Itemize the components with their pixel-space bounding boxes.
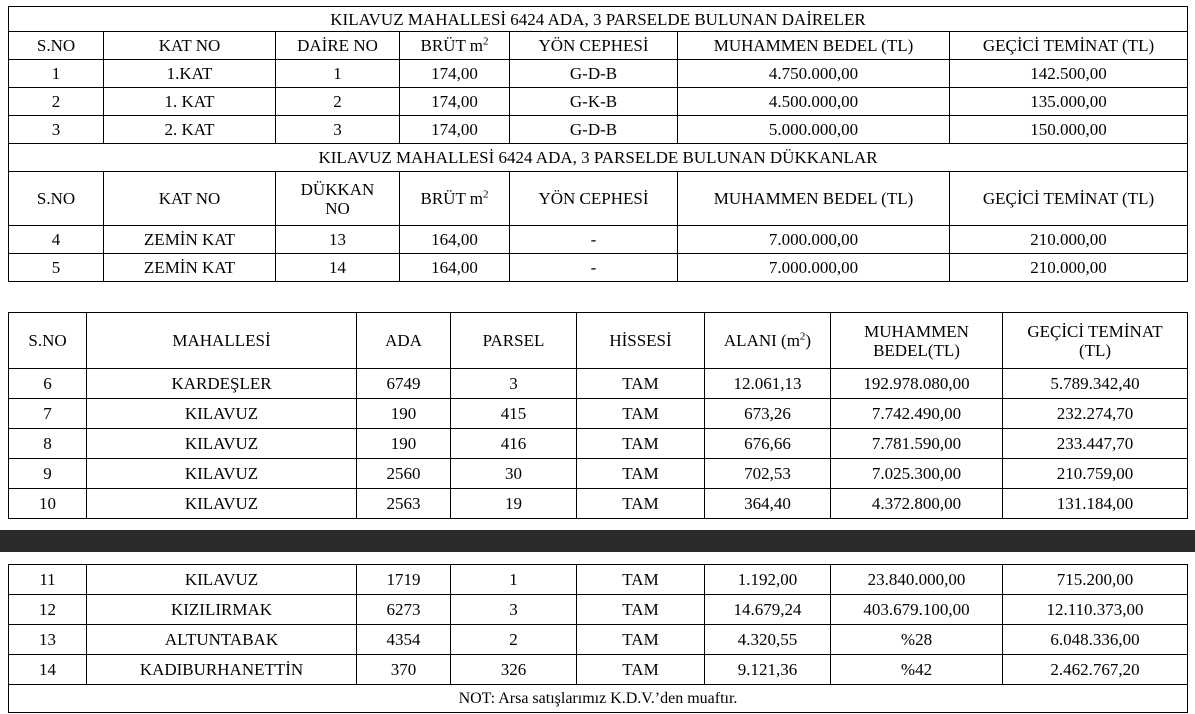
- cell: -: [510, 226, 678, 254]
- cell: TAM: [577, 459, 705, 489]
- cell: 174,00: [400, 60, 510, 88]
- cell: 6749: [357, 369, 451, 399]
- cell: 210.000,00: [950, 226, 1188, 254]
- table-row: [9, 116, 1188, 144]
- cell: TAM: [577, 489, 705, 519]
- header-muhammen: MUHAMMEN BEDEL (TL): [678, 172, 950, 226]
- footnote: NOT: Arsa satışlarımız K.D.V.’den muaftır.: [9, 685, 1188, 713]
- cell: 1.192,00: [705, 565, 831, 595]
- cell: 1.KAT: [104, 60, 276, 88]
- header-yon: YÖN CEPHESİ: [510, 172, 678, 226]
- land-parcels-table: [8, 312, 1188, 519]
- cell: 19: [451, 489, 577, 519]
- cell: 13: [9, 625, 87, 655]
- table-row: [9, 459, 1188, 489]
- cell: KILAVUZ: [87, 565, 357, 595]
- cell: 14: [9, 655, 87, 685]
- header-dukkan-no: DÜKKAN NO: [276, 172, 400, 226]
- cell: 190: [357, 429, 451, 459]
- header-muhammen: MUHAMMEN BEDEL (TL): [678, 32, 950, 60]
- cell: 4.750.000,00: [678, 60, 950, 88]
- cell: 6.048.336,00: [1003, 625, 1188, 655]
- cell: 12.061,13: [705, 369, 831, 399]
- cell: 370: [357, 655, 451, 685]
- cell: KILAVUZ: [87, 399, 357, 429]
- cell: 150.000,00: [950, 116, 1188, 144]
- cell: 3: [451, 595, 577, 625]
- cell: 14: [276, 254, 400, 282]
- cell: TAM: [577, 565, 705, 595]
- cell: 4354: [357, 625, 451, 655]
- table-row: [9, 625, 1188, 655]
- header-brut: BRÜT $m^2$: [400, 32, 510, 60]
- cell: 416: [451, 429, 577, 459]
- table-row: [9, 369, 1188, 399]
- cell: 2563: [357, 489, 451, 519]
- header-sno: S.NO: [9, 32, 104, 60]
- cell: 3: [451, 369, 577, 399]
- cell: 7.781.590,00: [831, 429, 1003, 459]
- cell: 174,00: [400, 88, 510, 116]
- cell: 403.679.100,00: [831, 595, 1003, 625]
- cell: 415: [451, 399, 577, 429]
- table-header-row: [9, 172, 1188, 226]
- cell: 233.447,70: [1003, 429, 1188, 459]
- header-ada: ADA: [357, 313, 451, 369]
- cell: TAM: [577, 625, 705, 655]
- cell: 6273: [357, 595, 451, 625]
- cell: KIZILIRMAK: [87, 595, 357, 625]
- section-title-dukkanlar: KILAVUZ MAHALLESİ 6424 ADA, 3 PARSELDE BULUNAN DÜKKANLAR: [9, 144, 1188, 172]
- cell: 702,53: [705, 459, 831, 489]
- cell: 9.121,36: [705, 655, 831, 685]
- cell: KILAVUZ: [87, 429, 357, 459]
- cell: 673,26: [705, 399, 831, 429]
- cell: 7: [9, 399, 87, 429]
- section-title-daireler: KILAVUZ MAHALLESİ 6424 ADA, 3 PARSELDE BULUNAN DAİRELER: [9, 7, 1188, 32]
- cell: 1. KAT: [104, 88, 276, 116]
- cell: 2: [9, 88, 104, 116]
- cell: ZEMİN KAT: [104, 254, 276, 282]
- cell: 135.000,00: [950, 88, 1188, 116]
- table-header-row: [9, 32, 1188, 60]
- cell: ALTUNTABAK: [87, 625, 357, 655]
- table-row: [9, 429, 1188, 459]
- header-gecici: GEÇİCİ TEMİNAT (TL): [950, 32, 1188, 60]
- cell: 1: [9, 60, 104, 88]
- table-row: [9, 88, 1188, 116]
- cell: 1: [451, 565, 577, 595]
- cell: 164,00: [400, 226, 510, 254]
- cell: %28: [831, 625, 1003, 655]
- cell: 192.978.080,00: [831, 369, 1003, 399]
- header-kat-no: KAT NO: [104, 172, 276, 226]
- header-parsel: PARSEL: [451, 313, 577, 369]
- cell: 1719: [357, 565, 451, 595]
- cell: 12: [9, 595, 87, 625]
- cell: 174,00: [400, 116, 510, 144]
- table-row: [9, 60, 1188, 88]
- table-row: [9, 655, 1188, 685]
- table-row: [9, 399, 1188, 429]
- cell: 2: [451, 625, 577, 655]
- cell: 23.840.000,00: [831, 565, 1003, 595]
- cell: 131.184,00: [1003, 489, 1188, 519]
- cell: G-D-B: [510, 60, 678, 88]
- cell: 2. KAT: [104, 116, 276, 144]
- cell: -: [510, 254, 678, 282]
- cell: ZEMİN KAT: [104, 226, 276, 254]
- cell: 7.742.490,00: [831, 399, 1003, 429]
- cell: G-K-B: [510, 88, 678, 116]
- cell: TAM: [577, 429, 705, 459]
- cell: KARDEŞLER: [87, 369, 357, 399]
- cell: 5.000.000,00: [678, 116, 950, 144]
- table-row: [9, 254, 1188, 282]
- cell: 5: [9, 254, 104, 282]
- cell: 676,66: [705, 429, 831, 459]
- cell: 4.500.000,00: [678, 88, 950, 116]
- apartments-shops-table: [8, 6, 1188, 282]
- header-daire-no: DAİRE NO: [276, 32, 400, 60]
- header-kat-no: KAT NO: [104, 32, 276, 60]
- header-brut: BRÜT $m^2$: [400, 172, 510, 226]
- table-header-row: [9, 313, 1188, 369]
- header-gecici: GEÇİCİ TEMİNAT (TL): [950, 172, 1188, 226]
- cell: KILAVUZ: [87, 489, 357, 519]
- cell: 142.500,00: [950, 60, 1188, 88]
- table-row: [9, 226, 1188, 254]
- cell: 9: [9, 459, 87, 489]
- cell: 4: [9, 226, 104, 254]
- cell: 7.000.000,00: [678, 226, 950, 254]
- cell: 13: [276, 226, 400, 254]
- cell: 3: [9, 116, 104, 144]
- cell: 210.759,00: [1003, 459, 1188, 489]
- cell: 11: [9, 565, 87, 595]
- cell: 364,40: [705, 489, 831, 519]
- cell: 232.274,70: [1003, 399, 1188, 429]
- cell: 190: [357, 399, 451, 429]
- header-yon: YÖN CEPHESİ: [510, 32, 678, 60]
- cell: 3: [276, 116, 400, 144]
- cell: 4.372.800,00: [831, 489, 1003, 519]
- cell: 8: [9, 429, 87, 459]
- table-row: [9, 595, 1188, 625]
- cell: TAM: [577, 399, 705, 429]
- header-mahallesi: MAHALLESİ: [87, 313, 357, 369]
- header-alani: ALANI $(m^2)$: [705, 313, 831, 369]
- header-gecici: GEÇİCİ TEMİNAT (TL): [1003, 313, 1188, 369]
- cell: 5.789.342,40: [1003, 369, 1188, 399]
- header-muhammen: MUHAMMEN BEDEL(TL): [831, 313, 1003, 369]
- cell: 14.679,24: [705, 595, 831, 625]
- cell: 210.000,00: [950, 254, 1188, 282]
- cell: 2: [276, 88, 400, 116]
- page-divider-band: [0, 530, 1195, 552]
- cell: 10: [9, 489, 87, 519]
- cell: 4.320,55: [705, 625, 831, 655]
- table-row: [9, 489, 1188, 519]
- cell: 2.462.767,20: [1003, 655, 1188, 685]
- cell: 7.000.000,00: [678, 254, 950, 282]
- land-parcels-table-continued: [8, 564, 1188, 713]
- cell: 1: [276, 60, 400, 88]
- cell: 30: [451, 459, 577, 489]
- cell: KILAVUZ: [87, 459, 357, 489]
- cell: G-D-B: [510, 116, 678, 144]
- table-row: [9, 565, 1188, 595]
- cell: KADIBURHANETTİN: [87, 655, 357, 685]
- cell: 7.025.300,00: [831, 459, 1003, 489]
- cell: TAM: [577, 369, 705, 399]
- cell: TAM: [577, 655, 705, 685]
- header-sno: S.NO: [9, 313, 87, 369]
- cell: 715.200,00: [1003, 565, 1188, 595]
- cell: %42: [831, 655, 1003, 685]
- header-hissesi: HİSSESİ: [577, 313, 705, 369]
- cell: 2560: [357, 459, 451, 489]
- cell: 164,00: [400, 254, 510, 282]
- header-sno: S.NO: [9, 172, 104, 226]
- cell: 6: [9, 369, 87, 399]
- cell: 326: [451, 655, 577, 685]
- cell: TAM: [577, 595, 705, 625]
- cell: 12.110.373,00: [1003, 595, 1188, 625]
